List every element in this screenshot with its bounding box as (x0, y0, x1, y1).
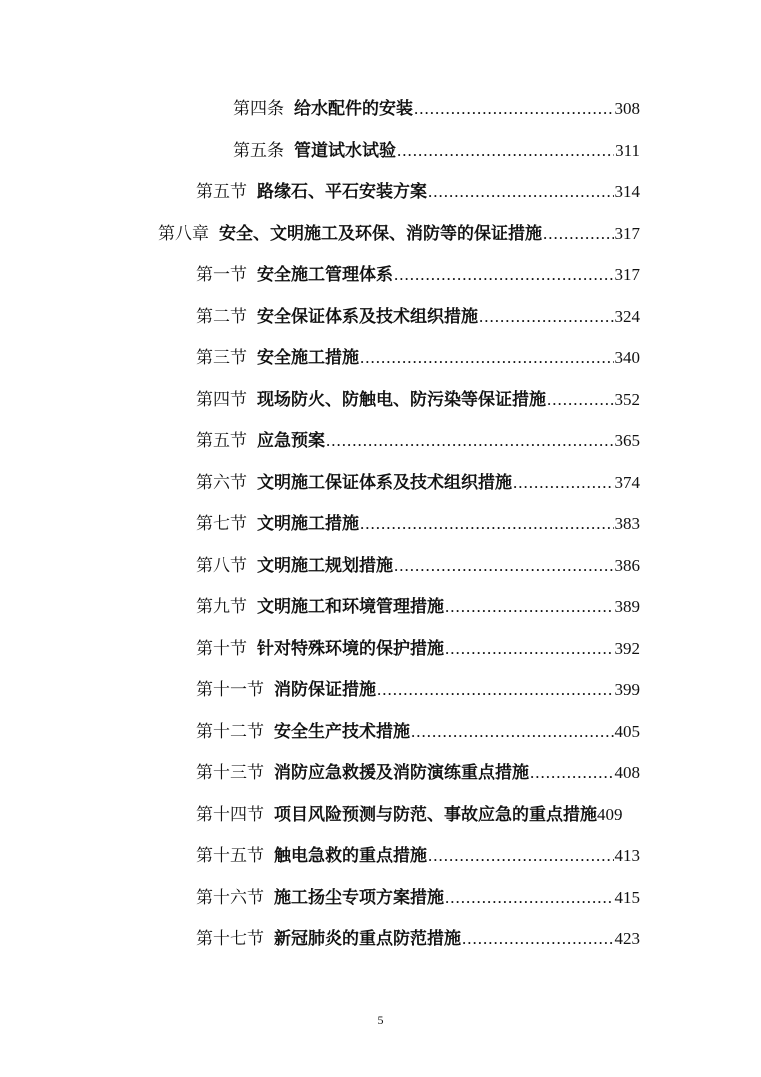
toc-entry-number: 第五节 (196, 431, 247, 451)
toc-entry[interactable] (196, 843, 640, 869)
toc-entry-page: 399 (614, 680, 640, 699)
toc-entry-number: 第七节 (196, 514, 247, 534)
toc-entry[interactable] (196, 387, 640, 413)
toc-entry-number: 第四节 (196, 390, 247, 410)
toc-entry-page: 383 (614, 514, 640, 533)
toc-leader-dots (479, 304, 614, 330)
toc-entry-page: 317 (614, 224, 640, 243)
toc-entry-title: 路缘石、平石安装方案 (257, 182, 427, 202)
toc-entry-title: 消防保证措施 (274, 680, 376, 700)
toc-entry-page: 311 (615, 141, 640, 160)
toc-entry-page: 423 (614, 929, 640, 948)
toc-entry-number: 第十二节 (196, 722, 264, 742)
toc-entry[interactable] (233, 96, 640, 122)
page-number: 5 (377, 1013, 384, 1027)
toc-leader-dots (462, 926, 614, 952)
toc-entry-title: 项目风险预测与防范、事故应急的重点措施 (274, 805, 597, 825)
toc-entry[interactable] (196, 470, 640, 496)
toc-entry-title: 应急预案 (257, 431, 325, 451)
toc-entry[interactable] (196, 594, 640, 620)
toc-entry[interactable] (196, 428, 640, 454)
toc-entry-number: 第一节 (196, 265, 247, 285)
toc-entry-number: 第五条 (233, 141, 284, 161)
toc-entry-number: 第十四节 (196, 805, 264, 825)
toc-entry-page: 340 (614, 348, 640, 367)
toc-entry-title: 安全施工措施 (257, 348, 359, 368)
toc-entry-page: 413 (614, 846, 640, 865)
toc-entry-page: 405 (614, 722, 640, 741)
toc-entry-number: 第八节 (196, 556, 247, 576)
toc-leader-dots (445, 636, 614, 662)
toc-leader-dots (394, 553, 614, 579)
toc-entry-number: 第十一节 (196, 680, 264, 700)
toc-entry[interactable] (196, 885, 640, 911)
toc-entry-title: 文明施工规划措施 (257, 556, 393, 576)
toc-entry-title: 安全施工管理体系 (257, 265, 393, 285)
toc-entry[interactable] (196, 926, 640, 952)
toc-leader-dots (513, 470, 614, 496)
toc-entry[interactable] (196, 553, 640, 579)
toc-leader-dots (530, 760, 614, 786)
toc-entry[interactable] (196, 677, 640, 703)
toc-leader-dots (397, 138, 614, 164)
toc-entry-number: 第十六节 (196, 888, 264, 908)
toc-entry-number: 第八章 (158, 224, 209, 244)
toc-entry-title: 给水配件的安装 (294, 99, 413, 119)
toc-leader-dots (360, 345, 614, 371)
toc-entry-page: 392 (614, 639, 640, 658)
toc-entry[interactable] (196, 262, 640, 288)
toc-entry-number: 第六节 (196, 473, 247, 493)
toc-entry-title: 安全保证体系及技术组织措施 (257, 307, 478, 327)
toc-entry-number: 第九节 (196, 597, 247, 617)
toc-entry-number: 第十三节 (196, 763, 264, 783)
toc-leader-dots (428, 179, 614, 205)
toc-entry-page: 374 (614, 473, 640, 492)
toc-entry-page: 415 (614, 888, 640, 907)
toc-leader-dots (394, 262, 614, 288)
toc-entry-title: 安全生产技术措施 (274, 722, 410, 742)
toc-entry[interactable] (233, 138, 640, 164)
toc-entry-page: 365 (614, 431, 640, 450)
toc-entry[interactable] (196, 345, 640, 371)
toc-entry-title: 安全、文明施工及环保、消防等的保证措施 (219, 224, 542, 244)
toc-entry[interactable] (196, 179, 640, 205)
toc-entry-title: 文明施工保证体系及技术组织措施 (257, 473, 512, 493)
toc-entry-page: 386 (614, 556, 640, 575)
toc-entry-number: 第二节 (196, 307, 247, 327)
toc-leader-dots (360, 511, 614, 537)
toc-entry[interactable] (196, 636, 640, 662)
toc-chapter-entry[interactable] (158, 221, 640, 247)
toc-leader-dots (445, 594, 614, 620)
toc-entry-title: 触电急救的重点措施 (274, 846, 427, 866)
toc-leader-dots (377, 677, 614, 703)
toc-entry-page: 389 (614, 597, 640, 616)
toc-entry-page: 409 (597, 805, 623, 824)
toc-leader-dots (428, 843, 614, 869)
toc-leader-dots (326, 428, 614, 454)
toc-entry-title: 文明施工和环境管理措施 (257, 597, 444, 617)
toc-entry[interactable] (196, 719, 640, 745)
toc-entry-title: 文明施工措施 (257, 514, 359, 534)
toc-leader-dots (411, 719, 614, 745)
toc-leader-dots (414, 96, 614, 122)
toc-entry-number: 第十五节 (196, 846, 264, 866)
toc-entry-number: 第十七节 (196, 929, 264, 949)
toc-entry-number: 第三节 (196, 348, 247, 368)
toc-entry-page: 408 (614, 763, 640, 782)
toc-leader-dots (445, 885, 614, 911)
toc-entry-page: 324 (614, 307, 640, 326)
toc-entry[interactable] (196, 511, 640, 537)
toc-entry[interactable] (196, 304, 640, 330)
toc-entry-page: 317 (614, 265, 640, 284)
toc-entry-title: 现场防火、防触电、防污染等保证措施 (257, 390, 546, 410)
toc-entry-page: 314 (614, 182, 640, 201)
toc-entry-title: 消防应急救援及消防演练重点措施 (274, 763, 529, 783)
toc-entry-title: 施工扬尘专项方案措施 (274, 888, 444, 908)
toc-entry[interactable] (196, 802, 660, 828)
toc-entry[interactable] (196, 760, 640, 786)
toc-entry-page: 352 (614, 390, 640, 409)
toc-entry-number: 第十节 (196, 639, 247, 659)
toc-entry-number: 第五节 (196, 182, 247, 202)
toc-entry-title: 管道试水试验 (294, 141, 396, 161)
toc-entry-number: 第四条 (233, 99, 284, 119)
toc-leader-dots (543, 221, 614, 247)
toc-leader-dots (547, 387, 614, 413)
toc-entry-title: 新冠肺炎的重点防范措施 (274, 929, 461, 949)
toc-entry-title: 针对特殊环境的保护措施 (257, 639, 444, 659)
toc-entry-page: 308 (614, 99, 640, 118)
